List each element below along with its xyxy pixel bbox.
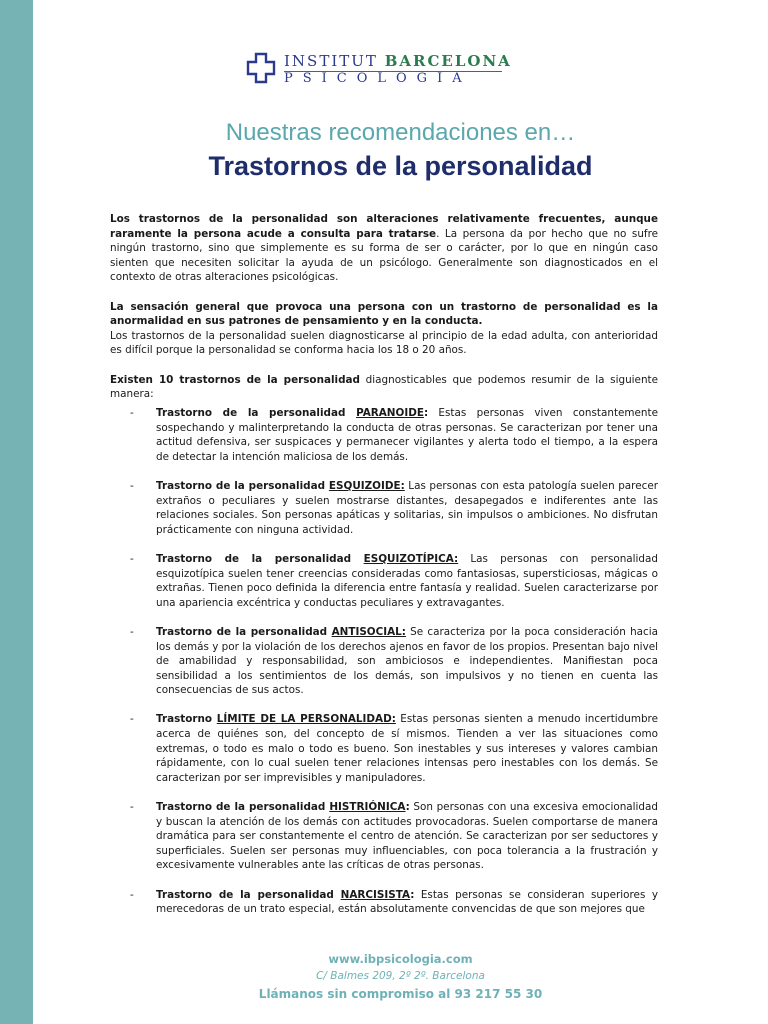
page-subtitle: Nuestras recomendaciones en… bbox=[225, 119, 576, 146]
list-item: - Trastorno de la personalidad PARANOIDE: Estas personas viven constantemente sospechando y malinterpretando la conducta de otras personas. Se caracterizan por tener una actitud defensiva, ser suspicaces y permanecer vigilantes y alerta todo el tiempo, a la espera de detectar la intención maliciosa de los demás. bbox=[130, 407, 658, 463]
intro-paragraph-4: Existen 10 trastornos de la personalidad diagnosticables que podemos resumir de la siguiente manera: bbox=[110, 373, 658, 401]
disorders-list bbox=[110, 406, 658, 931]
institute-logo bbox=[246, 52, 512, 86]
page-title: Trastornos de la personalidad bbox=[208, 151, 593, 181]
list-item: - Trastorno LÍMITE DE LA PERSONALIDAD: Estas personas sienten a menudo incertidumbre acerca de quiénes son, del concepto de sí mismos. Tienden a ver las situaciones como extremas, o todo es malo o todo es bueno. Son inestables y sus intereses y valores cambian rápidamente, con lo cual suelen tener relaciones intensas pero inestables con los demás. Se caracterizan por ser imprevisibles y manipuladores. bbox=[130, 713, 658, 784]
intro-paragraph-1: Los trastornos de la personalidad son alteraciones relativamente frecuentes, aunque raramente la persona acude a consulta para tratarse. La persona da por hecho que no sufre ningún trastorno, sino que simplemente es su forma de ser o carácter, por lo que en ningún caso sienten que necesiten solicitar la ayuda de un psicólogo. Generalmente son diagnosticados en el contexto de otras alteraciones psicológicas. bbox=[110, 213, 659, 284]
list-item: - Trastorno de la personalidad ESQUIZOIDE: Las personas con esta patología suelen parecer extraños o peculiares y suelen mostrarse distantes, desapegados e indiferentes ante las relaciones sociales. Son personas apáticas y solitarias, sin impulsos o ambiciones. No disfrutan prácticamente con ninguna actividad. bbox=[130, 479, 658, 536]
list-item: - Trastorno de la personalidad ANTISOCIAL: Se caracteriza por la poca consideración hacia los demás y por la violación de los derechos ajenos en favor de los propios. Presentan bajo nivel de amabilidad y responsabilidad, son ambiciosos e independientes. Manifiestan poca sensibilidad a los sentimientos de los demás, son impulsivos y no tienen en cuenta las consecuencias de sus actos. bbox=[130, 625, 658, 697]
intro-paragraph-3: Los trastornos de la personalidad suelen diagnosticarse al principio de la edad adulta, con anterioridad es difícil porque la personalidad se conforma hacia los 18 o 20 años. bbox=[110, 329, 658, 357]
intro-paragraph-2: La sensación general que provoca una persona con un trastorno de personalidad es la anormalidad en sus patrones de pensamiento y en la conducta. bbox=[110, 300, 658, 328]
list-item: - Trastorno de la personalidad ESQUIZOTÍPICA: Las personas con personalidad esquizotípica suelen tener creencias consideradas como fantasiosas, supersticiosas, mágicas o extrañas. Tienen poco definida la diferencia entre fantasía y realidad. Suelen caracterizarse por una apariencia excéntrica y conductas peculiares y extravagantes. bbox=[130, 552, 658, 609]
footer-phone: Llámanos sin compromiso al 93 217 55 30 bbox=[258, 987, 543, 1001]
list-item: - Trastorno de la personalidad NARCISISTA: Estas personas se consideran superiores y merecedoras de un trato especial, están absolutamente convencidas de que son mejores que bbox=[130, 888, 658, 916]
logo-text-bottom: PSICOLOGIA bbox=[284, 71, 472, 86]
intro-text bbox=[110, 212, 658, 402]
left-accent-bar bbox=[0, 0, 33, 1024]
cross-logo-icon bbox=[246, 52, 276, 84]
logo-text-top: INSTITUT BARCELONA bbox=[284, 52, 512, 70]
footer-website-link[interactable]: www.ibpsicologia.com bbox=[328, 952, 473, 966]
list-item: - Trastorno de la personalidad HISTRIÓNICA: Son personas con una excesiva emocionalidad y buscan la atención de los demás con actitudes provocadoras. Suelen comportarse de manera dramática para ser constantemente el centro de atención. Se caracterizan por ser seductores y superficiales. Suelen ser personas muy influenciables, con poca tolerancia a la frustración y excesivamente vulnerables ante las críticas de otras personas. bbox=[130, 801, 658, 872]
footer-address: C/ Balmes 209, 2º 2º. Barcelona bbox=[316, 970, 485, 982]
